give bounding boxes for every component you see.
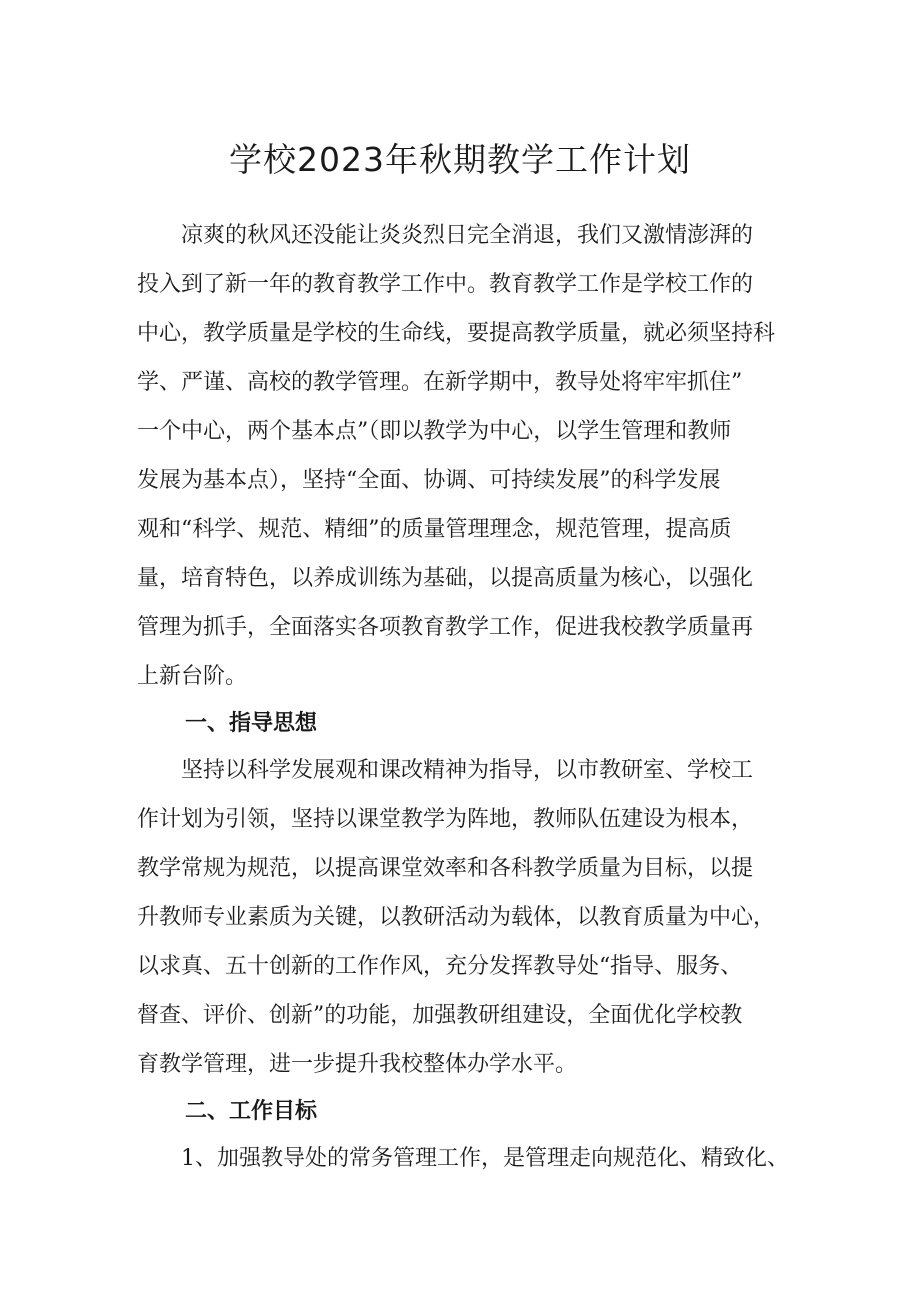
intro-line-6: 发展为基本点），坚持“全面、协调、可持续发展”的科学发展 — [137, 468, 721, 493]
section-heading-work-goals: 二、工作目标 — [185, 1099, 318, 1124]
intro-line-7: 观和“科学、规范、精细”的质量管理理念，规范管理，提高质 — [137, 517, 732, 542]
intro-line-10: 上新台阶。 — [137, 664, 248, 689]
intro-line-5: 一个中心，两个基本点”（即以教学为中心，以学生管理和教师 — [137, 419, 732, 444]
intro-line-3: 中心，教学质量是学校的生命线，要提高教学质量，就必须坚持科 — [137, 321, 776, 346]
section1-line-5: 以求真、五十创新的工作作风，充分发挥教导处“指导、服务、 — [137, 954, 743, 979]
intro-line-4: 学、严谨、高校的教学管理。在新学期中，教导处将牢牢抓住” — [137, 370, 743, 395]
section1-line-3: 教学常规为规范，以提高课堂效率和各科教学质量为目标，以提 — [137, 856, 754, 881]
intro-line-8: 量，培育特色，以养成训练为基础，以提高质量为核心，以强化 — [137, 566, 754, 591]
section-heading-guiding-ideology: 一、指导思想 — [185, 711, 318, 736]
section1-line-4: 升教师专业素质为关键，以教研活动为载体，以教育质量为中心， — [137, 905, 776, 930]
section2-line-1: 1、加强教导处的常务管理工作，是管理走向规范化、精致化、 — [137, 1146, 789, 1171]
section1-line-1: 坚持以科学发展观和课改精神为指导，以市教研室、学校工 — [137, 758, 754, 783]
section1-line-6: 督查、评价、创新”的功能，加强教研组建设，全面优化学校教 — [137, 1003, 743, 1028]
intro-line-9: 管理为抓手，全面落实各项教育教学工作，促进我校教学质量再 — [137, 615, 754, 640]
section1-line-2: 作计划为引领，坚持以课堂教学为阵地，教师队伍建设为根本， — [137, 807, 754, 832]
intro-line-2: 投入到了新一年的教育教学工作中。教育教学工作是学校工作的 — [137, 272, 754, 297]
section1-line-7: 育教学管理，进一步提升我校整体办学水平。 — [137, 1052, 578, 1077]
document-title: 学校2023年秋期教学工作计划 — [229, 140, 691, 179]
intro-line-1: 凉爽的秋风还没能让炎炎烈日完全消退，我们又激情澎湃的 — [137, 223, 754, 248]
